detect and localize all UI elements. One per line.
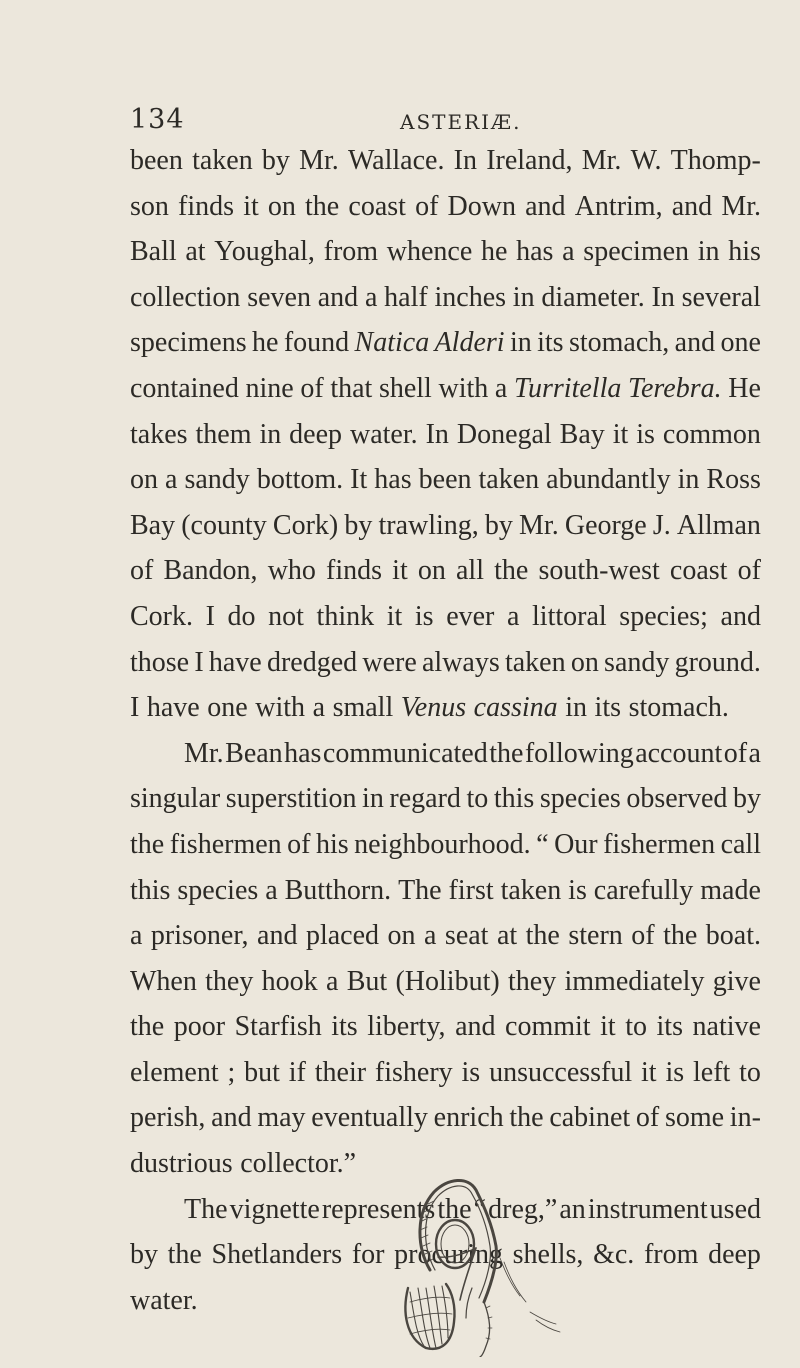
word: them (195, 418, 252, 450)
word: a (265, 874, 278, 906)
text-line (130, 503, 761, 549)
word: Down (447, 190, 516, 222)
word: seven (247, 281, 311, 313)
word: the (130, 1011, 165, 1043)
word: the (494, 555, 529, 587)
word: regard (389, 783, 461, 815)
word: a (424, 920, 437, 952)
word: a (130, 920, 143, 952)
word: Turritella (513, 372, 622, 404)
word: perish, (130, 1102, 206, 1134)
word: takes (130, 418, 188, 450)
word: made (700, 874, 761, 906)
word: a (506, 600, 520, 632)
word: Ross (706, 464, 761, 496)
word: always (421, 646, 500, 678)
word: &c. (593, 1239, 635, 1271)
word: by (344, 509, 373, 541)
word: water. (130, 1284, 198, 1316)
word: is (568, 874, 587, 906)
word: the (489, 737, 524, 769)
word: in (362, 783, 384, 815)
word: Alderi (434, 327, 505, 359)
text-line (130, 913, 761, 959)
word: several (681, 281, 761, 313)
word: but (244, 1056, 280, 1088)
word: taken (500, 874, 562, 906)
word: found (283, 327, 350, 359)
text-line (130, 868, 761, 914)
word: coast (669, 555, 728, 587)
text-line (130, 138, 761, 184)
word: may (257, 1102, 306, 1134)
word: Natica (354, 327, 430, 359)
word: its (537, 327, 564, 359)
word: is (461, 1056, 481, 1088)
word: in- (729, 1102, 761, 1134)
word: eventually (311, 1102, 428, 1134)
word: Bay (559, 418, 605, 450)
word: have (208, 646, 262, 678)
word: cabinet (549, 1102, 631, 1134)
word: taken (192, 145, 253, 176)
word: a (748, 737, 761, 769)
word: prisoner, (150, 920, 249, 952)
word: in (677, 464, 700, 496)
text-line (130, 1095, 761, 1141)
word: it (392, 555, 408, 587)
word: Our (554, 828, 598, 860)
word: and (525, 190, 566, 222)
word: its (656, 1011, 683, 1043)
word: liberty, (367, 1011, 446, 1043)
word: from (643, 1239, 699, 1271)
word: collection (130, 281, 241, 313)
word: their (314, 1056, 367, 1088)
word: inches (434, 281, 507, 313)
word: a (494, 372, 508, 404)
text-line (130, 822, 761, 868)
word: on (267, 190, 296, 222)
word: poor (173, 1011, 226, 1043)
word: species (539, 783, 621, 815)
word: Bandon, (163, 555, 258, 587)
word: Butthorn. (284, 874, 392, 906)
word: species (177, 874, 259, 906)
text-line (130, 320, 761, 366)
word: they (205, 965, 254, 997)
word: Bay (130, 509, 176, 541)
word: carefully (593, 874, 694, 906)
word: he (480, 236, 508, 268)
text-line (130, 776, 761, 822)
text-line (130, 731, 761, 777)
word: element (130, 1056, 219, 1088)
word: and (455, 1011, 496, 1043)
word: is (665, 1056, 685, 1088)
word: of (287, 828, 311, 860)
word: Thomp- (670, 145, 761, 176)
word: is (636, 418, 655, 450)
word: of (631, 920, 655, 952)
word: Allman (676, 509, 761, 541)
word: to (625, 1011, 647, 1043)
word: fishermen (169, 828, 282, 860)
word: of (415, 190, 439, 222)
word: I (130, 692, 140, 724)
word: on (417, 555, 446, 587)
word: deep (289, 418, 343, 450)
word: has (284, 737, 322, 769)
word: represents (321, 1193, 436, 1225)
word: on (130, 464, 158, 496)
word: this (493, 783, 535, 815)
word: “ (473, 1193, 487, 1225)
word: used (709, 1193, 761, 1225)
word: the (509, 1102, 544, 1134)
word: But (346, 965, 388, 997)
word: to (739, 1056, 761, 1088)
word: water. (349, 418, 418, 450)
word: Terebra. (628, 372, 722, 404)
word: its (594, 692, 622, 724)
text-line (130, 959, 761, 1005)
word: common (662, 418, 761, 450)
word: “ (536, 828, 549, 860)
word: superstition (225, 783, 357, 815)
word: dredged (266, 646, 358, 678)
word: is (414, 600, 434, 632)
word: When (130, 965, 197, 997)
word: an (559, 1193, 586, 1225)
word: neighbourhood. (354, 828, 531, 860)
word: left (692, 1056, 731, 1088)
word: they (507, 965, 557, 997)
word: J. (652, 509, 671, 541)
word: in (565, 692, 587, 724)
word: if (288, 1056, 306, 1088)
word: been (130, 145, 183, 176)
word: procuring (394, 1239, 503, 1271)
word: he (252, 327, 279, 359)
word: in (512, 281, 535, 313)
word: has (516, 236, 554, 268)
text-line (130, 366, 761, 412)
word: W. (630, 145, 662, 176)
word: Wallace. (348, 145, 445, 176)
word: cassina (473, 692, 558, 724)
text-line (130, 594, 761, 640)
word: his (315, 828, 349, 860)
word: for (351, 1239, 385, 1271)
word: from (323, 236, 379, 268)
word: and (211, 1102, 252, 1134)
word: The (398, 874, 442, 906)
word: In (651, 281, 675, 313)
word: a (364, 281, 378, 313)
word: following (524, 737, 634, 769)
word: in (697, 236, 720, 268)
word: shell (378, 372, 432, 404)
text-line (130, 184, 761, 230)
word: the (305, 190, 340, 222)
word: deep (708, 1239, 761, 1271)
word: on (387, 920, 416, 952)
word: of (737, 555, 761, 587)
word: the (167, 1239, 202, 1271)
word: stern (568, 920, 623, 952)
word: taken (478, 464, 540, 496)
word: some (664, 1102, 725, 1134)
word: seat (444, 920, 489, 952)
word: a (325, 965, 339, 997)
word: coast (348, 190, 406, 222)
word: of (723, 737, 748, 769)
word: account (635, 737, 723, 769)
word: ; (227, 1056, 236, 1088)
word: it (386, 600, 403, 632)
text-line (130, 275, 761, 321)
word: Mr. (581, 145, 622, 176)
word: communicated (322, 737, 488, 769)
word: not (268, 600, 304, 632)
word: Starfish (234, 1011, 322, 1043)
word: Cork) (272, 509, 339, 541)
word: Antrim, (574, 190, 663, 222)
word: by (130, 1239, 158, 1271)
word: a (562, 236, 575, 268)
word: It (350, 464, 368, 496)
word: littoral (532, 600, 607, 632)
word: taken (504, 646, 566, 678)
word: those (130, 646, 190, 678)
word: and (671, 190, 713, 222)
word: contained (130, 372, 239, 404)
word: have (146, 692, 200, 724)
word: the (437, 1193, 472, 1225)
word: with (438, 372, 489, 404)
word: by (484, 509, 513, 541)
text-line (130, 685, 761, 731)
word: has (374, 464, 412, 496)
word: call (720, 828, 761, 860)
word: commit (505, 1011, 591, 1043)
word: it (612, 418, 629, 450)
word: sandy (604, 646, 670, 678)
word: specimen (583, 236, 690, 268)
dreg-vignette-illustration (380, 1162, 580, 1357)
word: In (425, 418, 449, 450)
word: hook (261, 965, 318, 997)
word: one (720, 327, 761, 359)
word: Shetlanders (211, 1239, 343, 1271)
page-number: 134 (130, 104, 185, 135)
word: a (165, 464, 178, 496)
word: specimens (130, 327, 247, 359)
word: this (130, 874, 171, 906)
word: instrument (587, 1193, 708, 1225)
word: Youghal, (214, 236, 315, 268)
word: nine (245, 372, 294, 404)
word: half (384, 281, 428, 313)
word: Donegal (456, 418, 552, 450)
word: collector.” (240, 1148, 357, 1180)
word: unsuccessful (489, 1056, 633, 1088)
word: a (312, 692, 326, 724)
word: Ball (130, 236, 177, 268)
word: (county (181, 509, 267, 541)
word: I (205, 600, 215, 632)
word: his (728, 236, 761, 268)
word: do (227, 600, 256, 632)
word: immediately (564, 965, 705, 997)
word: all (455, 555, 484, 587)
word: stomach, (568, 327, 670, 359)
text-line (130, 548, 761, 594)
text-line (130, 1004, 761, 1050)
text-line (130, 412, 761, 458)
word: it (600, 1011, 616, 1043)
word: placed (305, 920, 380, 952)
word: of (300, 372, 324, 404)
word: Venus (400, 692, 467, 724)
word: Mr. (519, 509, 559, 541)
word: shells, (512, 1239, 584, 1271)
text-line (130, 229, 761, 275)
word: boat. (705, 920, 761, 952)
word: son (130, 190, 169, 222)
word: its (331, 1011, 358, 1043)
word: of (635, 1102, 660, 1134)
word: fishery (374, 1056, 453, 1088)
word: were (362, 646, 417, 678)
word: species; (619, 600, 708, 632)
text-line (130, 457, 761, 503)
word: of (130, 555, 154, 587)
word: finds (326, 555, 383, 587)
word: singular (130, 783, 221, 815)
word: in (509, 327, 532, 359)
word: Bean (225, 737, 283, 769)
text-line (130, 1050, 761, 1096)
word: think (316, 600, 375, 632)
word: first (448, 874, 494, 906)
word: with (255, 692, 306, 724)
word: finds (178, 190, 235, 222)
word: the (130, 828, 165, 860)
word: one (207, 692, 248, 724)
word: by (733, 783, 761, 815)
word: it (641, 1056, 657, 1088)
word: give (712, 965, 761, 997)
word: enrich (433, 1102, 504, 1134)
word: that (330, 372, 373, 404)
word: bottom. (256, 464, 344, 496)
word: by (261, 145, 290, 176)
word: diameter. (541, 281, 645, 313)
word: been (418, 464, 472, 496)
word: south-west (538, 555, 660, 587)
word: and (317, 281, 359, 313)
word: at (496, 920, 518, 952)
word: native (692, 1011, 761, 1043)
word: Ireland, (486, 145, 573, 176)
word: Mr. (184, 737, 224, 769)
word: (Holibut) (395, 965, 500, 997)
word: dustrious (130, 1148, 233, 1180)
word: Cork. (130, 600, 193, 632)
word: In (453, 145, 477, 176)
word: and (674, 327, 716, 359)
word: the (663, 920, 698, 952)
word: I (194, 646, 204, 678)
word: who (267, 555, 316, 587)
word: observed (626, 783, 728, 815)
running-title: ASTERIÆ. (400, 110, 522, 134)
word: at (185, 236, 206, 268)
body-text (130, 138, 761, 1323)
word: fishermen (603, 828, 716, 860)
text-line (130, 640, 761, 686)
word: it (243, 190, 259, 222)
word: on (570, 646, 599, 678)
word: vignette (229, 1193, 320, 1225)
word: ever (446, 600, 495, 632)
word: Mr. (299, 145, 339, 176)
word: whence (386, 236, 473, 268)
word: sandy (184, 464, 250, 496)
word: abundantly (546, 464, 671, 496)
word: the (525, 920, 560, 952)
word: dreg,” (488, 1193, 558, 1225)
word: ground. (674, 646, 761, 678)
word: trawling, (378, 509, 479, 541)
word: to (466, 783, 489, 815)
word: and (720, 600, 761, 632)
word: in (259, 418, 282, 450)
word: George (564, 509, 647, 541)
word: small (332, 692, 394, 724)
word: and (257, 920, 298, 952)
word: He (728, 372, 761, 404)
word: Mr. (721, 190, 761, 222)
word: stomach. (628, 692, 729, 724)
word: The (184, 1193, 228, 1225)
